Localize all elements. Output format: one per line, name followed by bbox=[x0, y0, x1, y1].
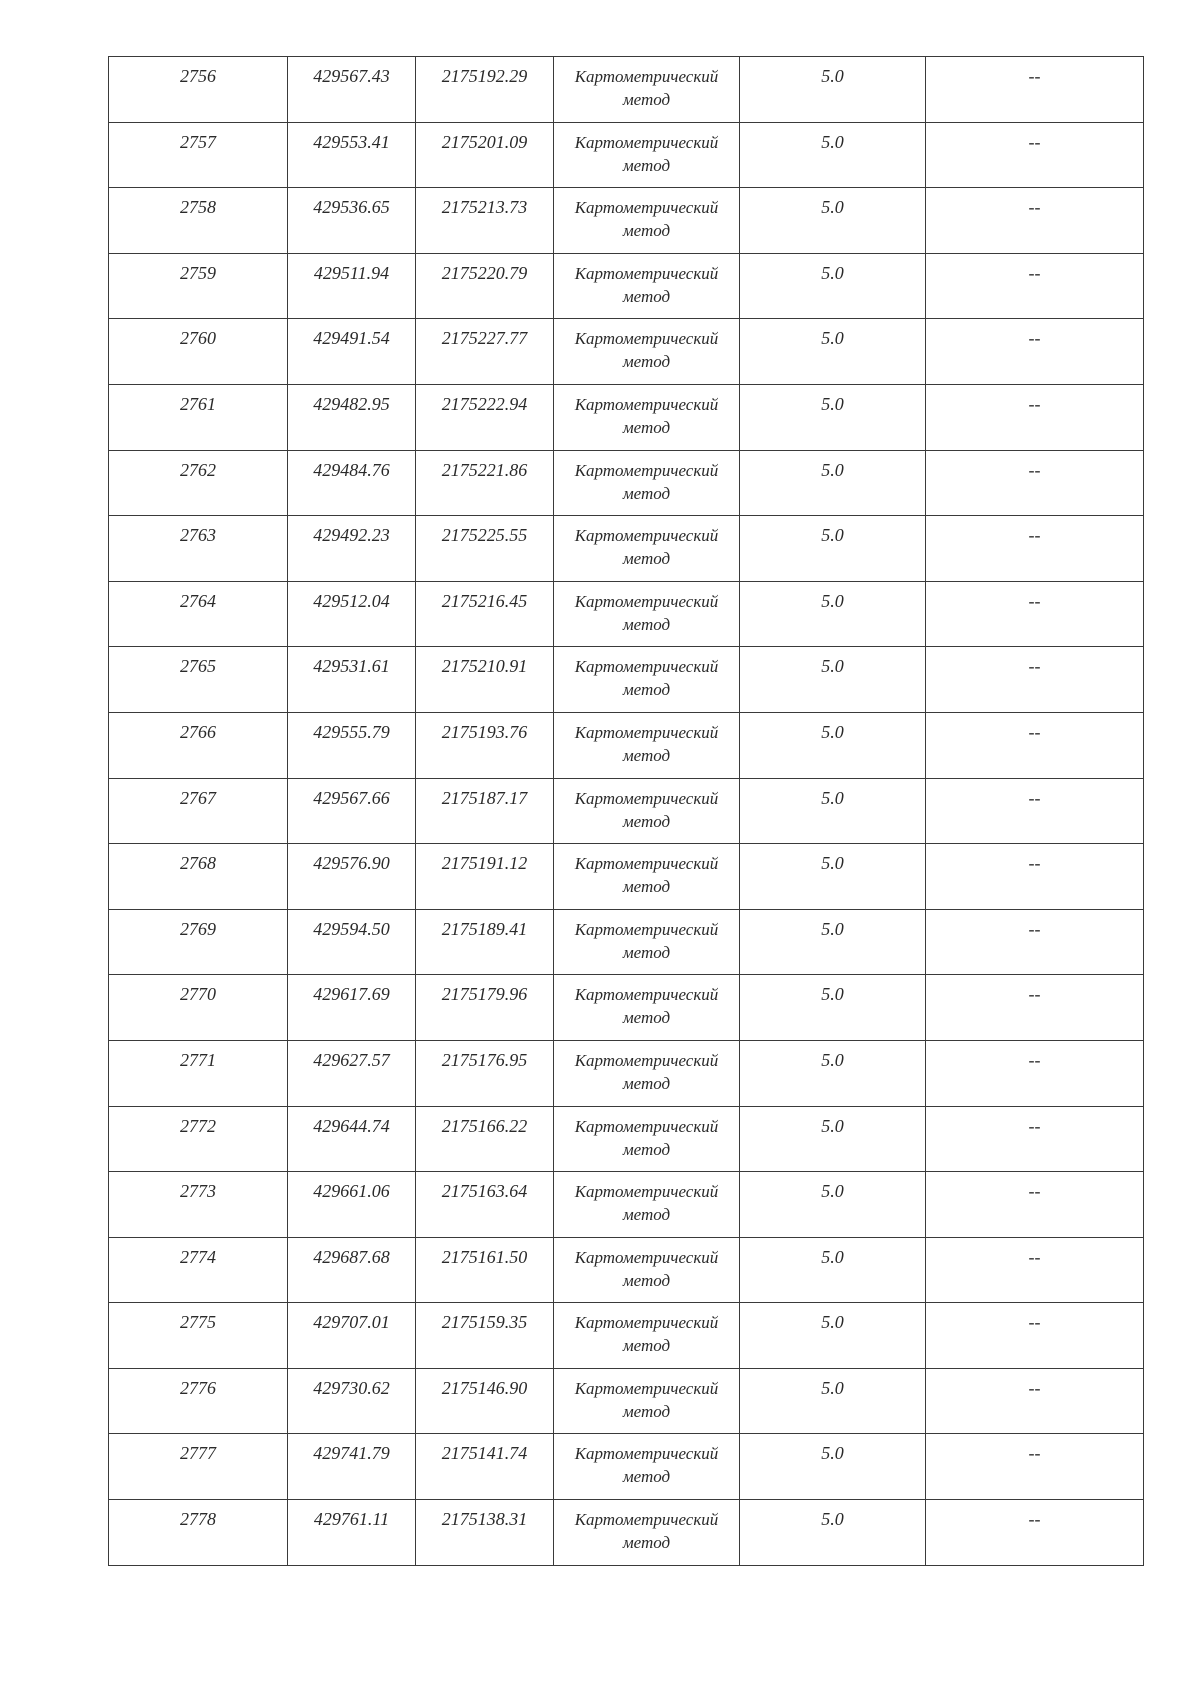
y-coordinate-cell: 2175216.45 bbox=[416, 581, 554, 647]
x-coordinate-cell: 429567.66 bbox=[288, 778, 416, 844]
coordinates-table-body bbox=[109, 57, 1144, 1566]
y-coordinate-cell: 2175161.50 bbox=[416, 1237, 554, 1303]
x-coordinate-cell: 429707.01 bbox=[288, 1303, 416, 1369]
x-coordinate-cell: 429492.23 bbox=[288, 516, 416, 582]
accuracy-cell: 5.0 bbox=[740, 844, 926, 910]
accuracy-cell: 5.0 bbox=[740, 253, 926, 319]
y-coordinate-cell: 2175210.91 bbox=[416, 647, 554, 713]
point-number-cell: 2758 bbox=[109, 188, 288, 254]
table-row bbox=[109, 909, 1144, 975]
description-cell: -- bbox=[926, 1303, 1144, 1369]
method-cell: Картометрический метод bbox=[554, 581, 740, 647]
x-coordinate-cell: 429482.95 bbox=[288, 384, 416, 450]
accuracy-cell: 5.0 bbox=[740, 1500, 926, 1566]
x-coordinate-cell: 429741.79 bbox=[288, 1434, 416, 1500]
accuracy-cell: 5.0 bbox=[740, 1368, 926, 1434]
x-coordinate-cell: 429553.41 bbox=[288, 122, 416, 188]
method-cell: Картометрический метод bbox=[554, 516, 740, 582]
y-coordinate-cell: 2175220.79 bbox=[416, 253, 554, 319]
table-row bbox=[109, 1500, 1144, 1566]
table-row bbox=[109, 1172, 1144, 1238]
point-number-cell: 2756 bbox=[109, 57, 288, 123]
x-coordinate-cell: 429512.04 bbox=[288, 581, 416, 647]
point-number-cell: 2765 bbox=[109, 647, 288, 713]
x-coordinate-cell: 429687.68 bbox=[288, 1237, 416, 1303]
accuracy-cell: 5.0 bbox=[740, 1106, 926, 1172]
description-cell: -- bbox=[926, 909, 1144, 975]
y-coordinate-cell: 2175193.76 bbox=[416, 712, 554, 778]
table-row bbox=[109, 1303, 1144, 1369]
description-cell: -- bbox=[926, 1368, 1144, 1434]
description-cell: -- bbox=[926, 188, 1144, 254]
table-row bbox=[109, 1434, 1144, 1500]
x-coordinate-cell: 429567.43 bbox=[288, 57, 416, 123]
method-cell: Картометрический метод bbox=[554, 1172, 740, 1238]
method-cell: Картометрический метод bbox=[554, 188, 740, 254]
description-cell: -- bbox=[926, 1434, 1144, 1500]
method-cell: Картометрический метод bbox=[554, 1434, 740, 1500]
description-cell: -- bbox=[926, 844, 1144, 910]
accuracy-cell: 5.0 bbox=[740, 57, 926, 123]
accuracy-cell: 5.0 bbox=[740, 1172, 926, 1238]
x-coordinate-cell: 429761.11 bbox=[288, 1500, 416, 1566]
accuracy-cell: 5.0 bbox=[740, 712, 926, 778]
point-number-cell: 2775 bbox=[109, 1303, 288, 1369]
method-cell: Картометрический метод bbox=[554, 384, 740, 450]
x-coordinate-cell: 429484.76 bbox=[288, 450, 416, 516]
description-cell: -- bbox=[926, 122, 1144, 188]
y-coordinate-cell: 2175146.90 bbox=[416, 1368, 554, 1434]
description-cell: -- bbox=[926, 975, 1144, 1041]
method-cell: Картометрический метод bbox=[554, 1368, 740, 1434]
accuracy-cell: 5.0 bbox=[740, 909, 926, 975]
point-number-cell: 2772 bbox=[109, 1106, 288, 1172]
description-cell: -- bbox=[926, 1106, 1144, 1172]
y-coordinate-cell: 2175225.55 bbox=[416, 516, 554, 582]
accuracy-cell: 5.0 bbox=[740, 188, 926, 254]
x-coordinate-cell: 429576.90 bbox=[288, 844, 416, 910]
point-number-cell: 2757 bbox=[109, 122, 288, 188]
y-coordinate-cell: 2175192.29 bbox=[416, 57, 554, 123]
point-number-cell: 2767 bbox=[109, 778, 288, 844]
accuracy-cell: 5.0 bbox=[740, 122, 926, 188]
y-coordinate-cell: 2175189.41 bbox=[416, 909, 554, 975]
point-number-cell: 2759 bbox=[109, 253, 288, 319]
x-coordinate-cell: 429536.65 bbox=[288, 188, 416, 254]
table-row bbox=[109, 253, 1144, 319]
description-cell: -- bbox=[926, 647, 1144, 713]
description-cell: -- bbox=[926, 319, 1144, 385]
point-number-cell: 2771 bbox=[109, 1040, 288, 1106]
y-coordinate-cell: 2175201.09 bbox=[416, 122, 554, 188]
point-number-cell: 2762 bbox=[109, 450, 288, 516]
method-cell: Картометрический метод bbox=[554, 647, 740, 713]
y-coordinate-cell: 2175179.96 bbox=[416, 975, 554, 1041]
point-number-cell: 2774 bbox=[109, 1237, 288, 1303]
y-coordinate-cell: 2175227.77 bbox=[416, 319, 554, 385]
method-cell: Картометрический метод bbox=[554, 909, 740, 975]
accuracy-cell: 5.0 bbox=[740, 647, 926, 713]
method-cell: Картометрический метод bbox=[554, 1106, 740, 1172]
method-cell: Картометрический метод bbox=[554, 319, 740, 385]
table-row bbox=[109, 319, 1144, 385]
description-cell: -- bbox=[926, 253, 1144, 319]
table-row bbox=[109, 1237, 1144, 1303]
method-cell: Картометрический метод bbox=[554, 1040, 740, 1106]
accuracy-cell: 5.0 bbox=[740, 516, 926, 582]
y-coordinate-cell: 2175222.94 bbox=[416, 384, 554, 450]
method-cell: Картометрический метод bbox=[554, 1500, 740, 1566]
accuracy-cell: 5.0 bbox=[740, 1237, 926, 1303]
point-number-cell: 2760 bbox=[109, 319, 288, 385]
table-row bbox=[109, 57, 1144, 123]
accuracy-cell: 5.0 bbox=[740, 1040, 926, 1106]
table-row bbox=[109, 778, 1144, 844]
table-row bbox=[109, 975, 1144, 1041]
description-cell: -- bbox=[926, 384, 1144, 450]
x-coordinate-cell: 429644.74 bbox=[288, 1106, 416, 1172]
accuracy-cell: 5.0 bbox=[740, 319, 926, 385]
x-coordinate-cell: 429661.06 bbox=[288, 1172, 416, 1238]
table-row bbox=[109, 1368, 1144, 1434]
point-number-cell: 2778 bbox=[109, 1500, 288, 1566]
table-row bbox=[109, 1040, 1144, 1106]
point-number-cell: 2763 bbox=[109, 516, 288, 582]
accuracy-cell: 5.0 bbox=[740, 975, 926, 1041]
accuracy-cell: 5.0 bbox=[740, 1303, 926, 1369]
point-number-cell: 2770 bbox=[109, 975, 288, 1041]
point-number-cell: 2769 bbox=[109, 909, 288, 975]
table-row bbox=[109, 384, 1144, 450]
coordinates-table bbox=[108, 56, 1144, 1566]
table-row bbox=[109, 712, 1144, 778]
y-coordinate-cell: 2175166.22 bbox=[416, 1106, 554, 1172]
accuracy-cell: 5.0 bbox=[740, 1434, 926, 1500]
x-coordinate-cell: 429627.57 bbox=[288, 1040, 416, 1106]
description-cell: -- bbox=[926, 1172, 1144, 1238]
table-row bbox=[109, 122, 1144, 188]
y-coordinate-cell: 2175163.64 bbox=[416, 1172, 554, 1238]
table-row bbox=[109, 516, 1144, 582]
description-cell: -- bbox=[926, 712, 1144, 778]
point-number-cell: 2761 bbox=[109, 384, 288, 450]
method-cell: Картометрический метод bbox=[554, 1303, 740, 1369]
x-coordinate-cell: 429617.69 bbox=[288, 975, 416, 1041]
description-cell: -- bbox=[926, 57, 1144, 123]
table-row bbox=[109, 188, 1144, 254]
method-cell: Картометрический метод bbox=[554, 778, 740, 844]
y-coordinate-cell: 2175138.31 bbox=[416, 1500, 554, 1566]
table-row bbox=[109, 1106, 1144, 1172]
point-number-cell: 2764 bbox=[109, 581, 288, 647]
y-coordinate-cell: 2175191.12 bbox=[416, 844, 554, 910]
description-cell: -- bbox=[926, 1040, 1144, 1106]
table-row bbox=[109, 844, 1144, 910]
table-row bbox=[109, 647, 1144, 713]
point-number-cell: 2766 bbox=[109, 712, 288, 778]
accuracy-cell: 5.0 bbox=[740, 778, 926, 844]
accuracy-cell: 5.0 bbox=[740, 384, 926, 450]
y-coordinate-cell: 2175159.35 bbox=[416, 1303, 554, 1369]
method-cell: Картометрический метод bbox=[554, 253, 740, 319]
method-cell: Картометрический метод bbox=[554, 450, 740, 516]
accuracy-cell: 5.0 bbox=[740, 450, 926, 516]
description-cell: -- bbox=[926, 1237, 1144, 1303]
x-coordinate-cell: 429555.79 bbox=[288, 712, 416, 778]
x-coordinate-cell: 429491.54 bbox=[288, 319, 416, 385]
method-cell: Картометрический метод bbox=[554, 712, 740, 778]
x-coordinate-cell: 429531.61 bbox=[288, 647, 416, 713]
point-number-cell: 2773 bbox=[109, 1172, 288, 1238]
method-cell: Картометрический метод bbox=[554, 1237, 740, 1303]
point-number-cell: 2777 bbox=[109, 1434, 288, 1500]
description-cell: -- bbox=[926, 450, 1144, 516]
accuracy-cell: 5.0 bbox=[740, 581, 926, 647]
method-cell: Картометрический метод bbox=[554, 844, 740, 910]
table-row bbox=[109, 581, 1144, 647]
method-cell: Картометрический метод bbox=[554, 975, 740, 1041]
point-number-cell: 2776 bbox=[109, 1368, 288, 1434]
description-cell: -- bbox=[926, 778, 1144, 844]
method-cell: Картометрический метод bbox=[554, 57, 740, 123]
description-cell: -- bbox=[926, 1500, 1144, 1566]
y-coordinate-cell: 2175141.74 bbox=[416, 1434, 554, 1500]
description-cell: -- bbox=[926, 581, 1144, 647]
point-number-cell: 2768 bbox=[109, 844, 288, 910]
x-coordinate-cell: 429730.62 bbox=[288, 1368, 416, 1434]
method-cell: Картометрический метод bbox=[554, 122, 740, 188]
x-coordinate-cell: 429511.94 bbox=[288, 253, 416, 319]
y-coordinate-cell: 2175187.17 bbox=[416, 778, 554, 844]
y-coordinate-cell: 2175176.95 bbox=[416, 1040, 554, 1106]
y-coordinate-cell: 2175221.86 bbox=[416, 450, 554, 516]
x-coordinate-cell: 429594.50 bbox=[288, 909, 416, 975]
y-coordinate-cell: 2175213.73 bbox=[416, 188, 554, 254]
description-cell: -- bbox=[926, 516, 1144, 582]
table-row bbox=[109, 450, 1144, 516]
